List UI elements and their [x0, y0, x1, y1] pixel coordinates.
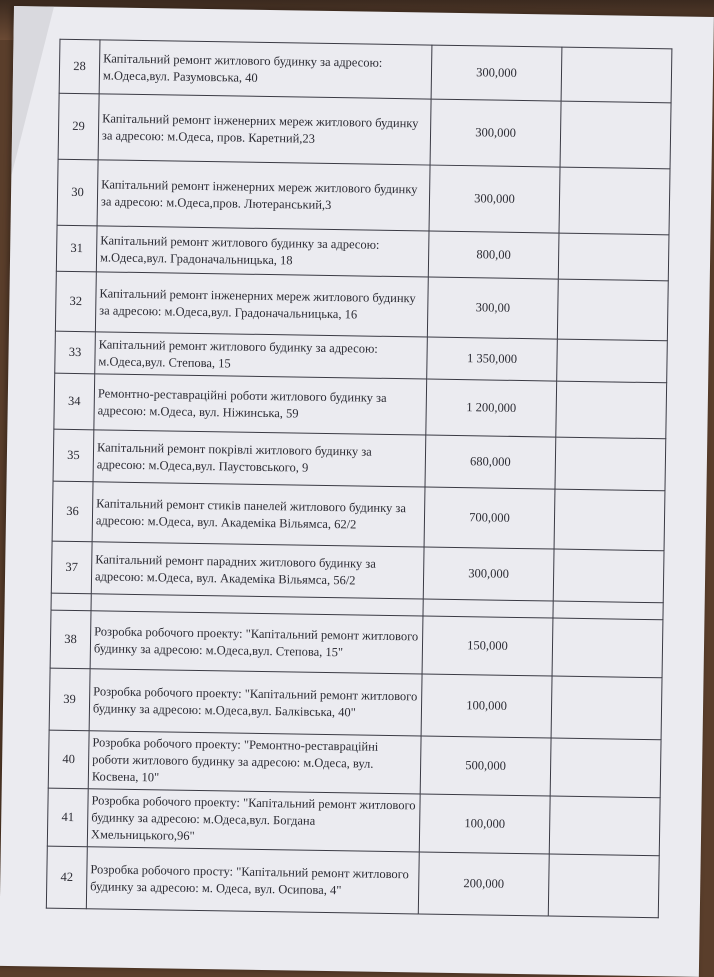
row-number: 37 — [51, 541, 92, 594]
row-description: Капітальний ремонт інженерних мереж житлового будинку за адресою: м.Одеса,пров. Лютеранський,3 — [97, 160, 430, 231]
row-amount: 200,000 — [418, 852, 549, 916]
row-description: Розробка робочого проекту: "Капітальний ремонт житлового будинку за адресою: м.Одеса,вул. Богдана Хмельницького,96" — [87, 789, 420, 852]
row-description: Капітальний ремонт інженерних мереж житлового будинку за адресою: м.Одеса,вул. Градоначальницька, 16 — [95, 272, 428, 337]
row-empty-cell — [557, 279, 668, 341]
row-empty-cell — [560, 101, 671, 169]
row-number: 39 — [49, 668, 90, 731]
row-number: 35 — [53, 429, 94, 482]
row-amount: 1 200,000 — [426, 379, 557, 437]
table-row — [59, 39, 672, 103]
row-description: Капітальний ремонт покрівлі житлового будинку за адресою: м.Одеса,вул. Паустовського, 9 — [93, 430, 426, 487]
empty-cell — [423, 599, 553, 618]
empty-cell — [553, 601, 663, 620]
row-amount: 300,00 — [427, 277, 558, 339]
table-row — [46, 846, 659, 918]
document-page — [0, 6, 714, 977]
empty-cell — [51, 593, 91, 611]
table-row — [49, 668, 662, 740]
table-row — [58, 93, 671, 169]
table-row — [50, 610, 663, 678]
row-number: 34 — [54, 373, 95, 430]
row-number: 42 — [46, 846, 87, 909]
row-amount: 500,000 — [420, 736, 551, 796]
row-amount: 300,000 — [429, 165, 560, 233]
row-number: 31 — [56, 225, 97, 272]
table-row — [51, 541, 664, 603]
row-empty-cell — [553, 549, 664, 603]
table-row — [55, 271, 668, 341]
row-description: Капітальний ремонт житлового будинку за адресою: м.Одеса,вул. Разумовська, 40 — [99, 40, 432, 99]
row-number: 38 — [50, 610, 91, 669]
row-amount: 300,000 — [431, 45, 562, 101]
row-number: 33 — [55, 331, 96, 374]
underlying-page-corner — [11, 6, 54, 177]
table-row — [53, 429, 666, 491]
row-amount: 300,000 — [430, 99, 561, 167]
row-amount: 150,000 — [422, 616, 553, 676]
row-description: Розробка робочого проекту: "Капітальний ремонт житлового будинку за адресою: м.Одеса,вул. Степова, 15" — [90, 611, 423, 674]
row-description: Розробка робочого проекту: "Ремонтно-реставраційні роботи житлового будинку за адресою: м.Одеса, вул. Косвена, 10" — [88, 731, 421, 794]
row-amount: 700,000 — [424, 487, 555, 549]
row-empty-cell — [561, 47, 672, 103]
row-empty-cell — [557, 339, 668, 383]
row-amount: 300,000 — [423, 547, 554, 601]
row-number: 29 — [58, 93, 99, 160]
row-empty-cell — [559, 167, 670, 235]
row-empty-cell — [555, 437, 666, 491]
row-description: Розробка робочого просту: "Капітальний ремонт житлового будинку за адресою: м. Одеса, вул. Осипова, 4" — [86, 847, 419, 914]
row-amount: 100,000 — [419, 794, 550, 854]
row-empty-cell — [550, 738, 661, 798]
table-row — [48, 730, 661, 798]
row-number: 40 — [48, 730, 89, 789]
row-amount: 680,000 — [425, 435, 556, 489]
row-amount: 800,00 — [428, 231, 559, 279]
row-description: Капітальний ремонт стиків панелей житлового будинку за адресою: м.Одеса, вул. Академіка Вільямса, 62/2 — [92, 482, 425, 547]
table-row — [54, 373, 667, 439]
row-empty-cell — [551, 676, 662, 740]
budget-table — [46, 39, 673, 919]
row-empty-cell — [548, 854, 659, 918]
row-description: Капітальний ремонт житлового будинку за адресою: м.Одеса,вул. Градоначальницька, 18 — [96, 226, 429, 277]
row-number: 32 — [55, 271, 96, 332]
row-number: 36 — [52, 481, 93, 542]
row-description: Капітальний ремонт парадних житлового будинку за адресою: м.Одеса, вул. Академіка Вільямса, 56/2 — [91, 542, 424, 599]
table-row — [57, 159, 670, 235]
row-number: 41 — [47, 788, 88, 847]
row-description: Розробка робочого проекту: "Капітальний ремонт житлового будинку за адресою: м.Одеса,вул. Балківська, 40" — [89, 669, 422, 736]
table-row — [47, 788, 660, 856]
row-amount: 1 350,000 — [427, 337, 558, 381]
row-empty-cell — [556, 381, 667, 439]
row-empty-cell — [549, 796, 660, 856]
row-number: 28 — [59, 39, 100, 94]
row-description: Капітальний ремонт житлового будинку за адресою: м.Одеса,вул. Степова, 15 — [95, 332, 428, 379]
row-empty-cell — [558, 233, 669, 281]
row-description: Ремонтно-реставраційні роботи житлового будинку за адресою: м.Одеса, вул. Ніжинська, 59 — [94, 374, 427, 435]
row-amount: 100,000 — [421, 674, 552, 738]
row-empty-cell — [552, 618, 663, 678]
row-empty-cell — [554, 489, 665, 551]
row-number: 30 — [57, 159, 98, 226]
table-row — [52, 481, 665, 551]
row-description: Капітальний ремонт інженерних мереж житлового будинку за адресою: м.Одеса, пров. Каретний,23 — [98, 94, 431, 165]
